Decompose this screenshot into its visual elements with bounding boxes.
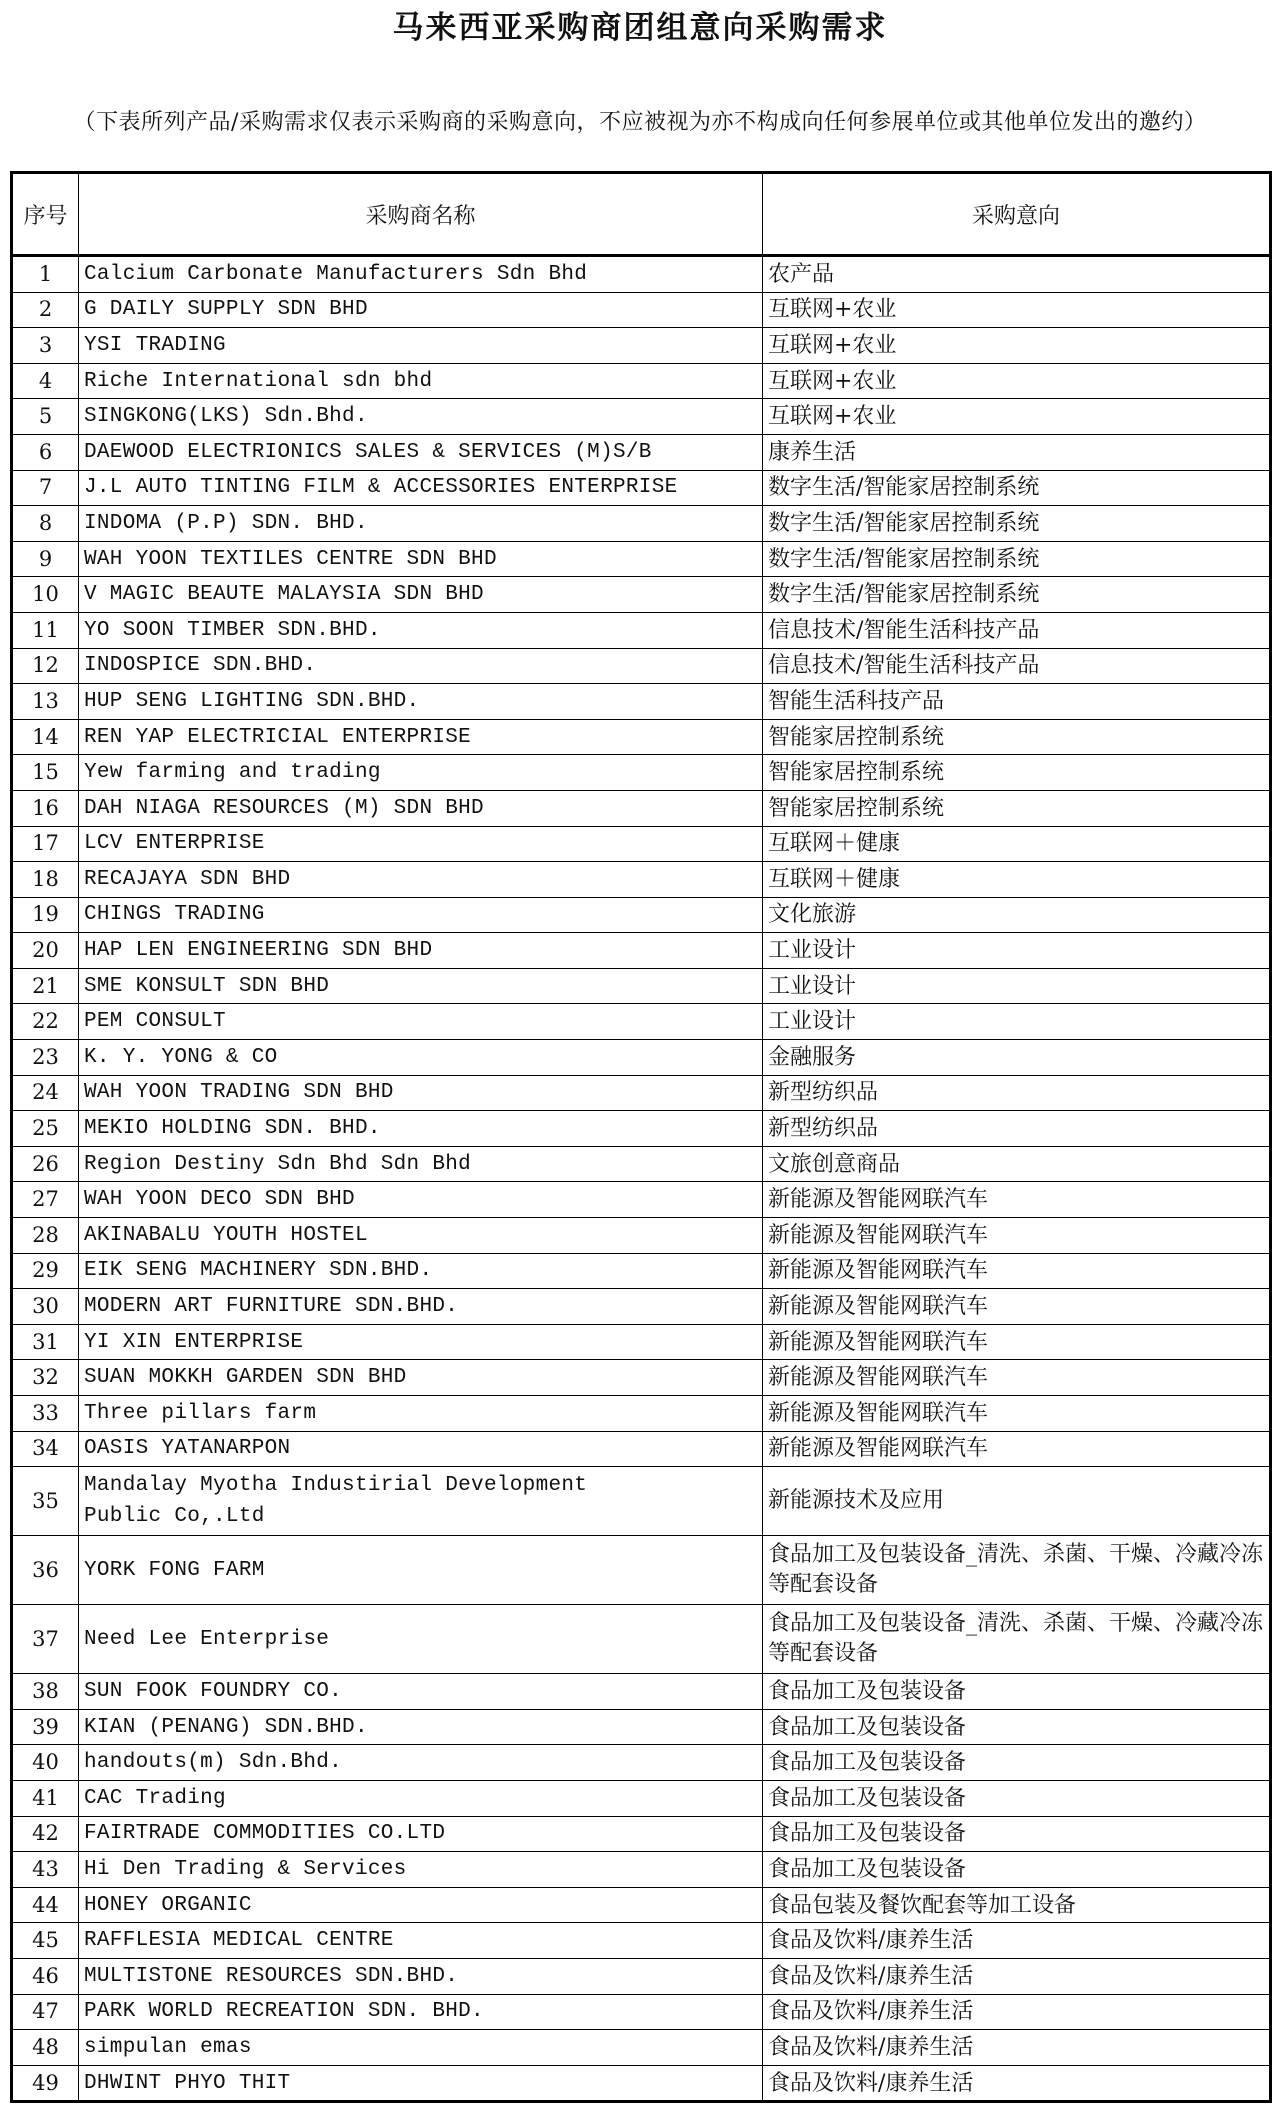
row-index: 19	[12, 897, 79, 933]
row-index: 36	[12, 1536, 79, 1605]
table-body	[12, 256, 1271, 2102]
buyer-name: Hi Den Trading & Services	[79, 1852, 763, 1888]
table-row	[12, 434, 1271, 470]
buyer-name: Three pillars farm	[79, 1396, 763, 1432]
buyer-name: WAH YOON TEXTILES CENTRE SDN BHD	[79, 541, 763, 577]
buyer-name: WAH YOON TRADING SDN BHD	[79, 1075, 763, 1111]
buyer-name: YSI TRADING	[79, 328, 763, 364]
table-row	[12, 1958, 1271, 1994]
table-row	[12, 1887, 1271, 1923]
table-row	[12, 1324, 1271, 1360]
buyer-name: V MAGIC BEAUTE MALAYSIA SDN BHD	[79, 577, 763, 613]
row-index: 45	[12, 1923, 79, 1959]
row-index: 25	[12, 1111, 79, 1147]
buyer-name: J.L AUTO TINTING FILM & ACCESSORIES ENTERPRISE	[79, 470, 763, 506]
purchase-intent: 互联网+农业	[763, 328, 1271, 364]
header-index: 序号	[12, 173, 79, 256]
row-index: 29	[12, 1253, 79, 1289]
buyer-name: SUN FOOK FOUNDRY CO.	[79, 1674, 763, 1710]
table-row	[12, 684, 1271, 720]
table-row	[12, 933, 1271, 969]
table-row	[12, 1605, 1271, 1674]
purchase-intent: 互联网+农业	[763, 292, 1271, 328]
purchase-intent: 食品加工及包装设备	[763, 1709, 1271, 1745]
row-index: 37	[12, 1605, 79, 1674]
table-row	[12, 790, 1271, 826]
buyer-name: G DAILY SUPPLY SDN BHD	[79, 292, 763, 328]
purchase-intent: 食品加工及包装设备_清洗、杀菌、干燥、冷藏冷冻等配套设备	[763, 1605, 1271, 1674]
row-index: 44	[12, 1887, 79, 1923]
purchase-intent: 互联网+农业	[763, 399, 1271, 435]
buyer-name: PARK WORLD RECREATION SDN. BHD.	[79, 1994, 763, 2030]
buyer-name: KIAN (PENANG) SDN.BHD.	[79, 1709, 763, 1745]
table-row	[12, 1923, 1271, 1959]
table-row	[12, 862, 1271, 898]
table-row	[12, 1816, 1271, 1852]
table-row	[12, 2030, 1271, 2066]
buyer-name: LCV ENTERPRISE	[79, 826, 763, 862]
buyer-name: RAFFLESIA MEDICAL CENTRE	[79, 1923, 763, 1959]
table-row	[12, 1852, 1271, 1888]
row-index: 10	[12, 577, 79, 613]
buyer-name: HUP SENG LIGHTING SDN.BHD.	[79, 684, 763, 720]
table-row	[12, 1396, 1271, 1432]
purchase-intent: 食品加工及包装设备	[763, 1852, 1271, 1888]
table-row	[12, 1360, 1271, 1396]
table-row	[12, 826, 1271, 862]
buyer-name: simpulan emas	[79, 2030, 763, 2066]
buyer-name: DAEWOOD ELECTRIONICS SALES & SERVICES (M)S/B	[79, 434, 763, 470]
purchase-intent: 数字生活/智能家居控制系统	[763, 577, 1271, 613]
row-index: 6	[12, 434, 79, 470]
disclaimer-note: （下表所列产品/采购需求仅表示采购商的采购意向，不应被视为亦不构成向任何参展单位或其他单位发出的邀约）	[73, 110, 1207, 135]
row-index: 43	[12, 1852, 79, 1888]
purchase-intent: 工业设计	[763, 1004, 1271, 1040]
purchase-intent: 智能家居控制系统	[763, 755, 1271, 791]
purchase-intent: 新型纺织品	[763, 1075, 1271, 1111]
purchase-intent: 食品加工及包装设备	[763, 1674, 1271, 1710]
purchase-intent: 食品加工及包装设备	[763, 1816, 1271, 1852]
row-index: 32	[12, 1360, 79, 1396]
buyer-name: Need Lee Enterprise	[79, 1605, 763, 1674]
row-index: 15	[12, 755, 79, 791]
table-row	[12, 968, 1271, 1004]
table-row	[12, 1004, 1271, 1040]
purchase-intent: 新能源及智能网联汽车	[763, 1360, 1271, 1396]
purchase-intent: 数字生活/智能家居控制系统	[763, 541, 1271, 577]
table-row	[12, 256, 1271, 293]
buyer-name: HONEY ORGANIC	[79, 1887, 763, 1923]
row-index: 12	[12, 648, 79, 684]
buyer-name: SINGKONG(LKS) Sdn.Bhd.	[79, 399, 763, 435]
buyer-name: RECAJAYA SDN BHD	[79, 862, 763, 898]
purchase-intent: 新型纺织品	[763, 1111, 1271, 1147]
buyer-name: MEKIO HOLDING SDN. BHD.	[79, 1111, 763, 1147]
row-index: 20	[12, 933, 79, 969]
purchase-intent: 康养生活	[763, 434, 1271, 470]
header-purchase-intent: 采购意向	[763, 173, 1271, 256]
purchase-intent: 数字生活/智能家居控制系统	[763, 470, 1271, 506]
row-index: 5	[12, 399, 79, 435]
buyer-name: EIK SENG MACHINERY SDN.BHD.	[79, 1253, 763, 1289]
buyer-name: WAH YOON DECO SDN BHD	[79, 1182, 763, 1218]
row-index: 1	[12, 256, 79, 293]
purchase-intent: 食品加工及包装设备	[763, 1745, 1271, 1781]
buyer-name: SUAN MOKKH GARDEN SDN BHD	[79, 1360, 763, 1396]
table-row	[12, 328, 1271, 364]
page-title: 马来西亚采购商团组意向采购需求	[392, 10, 888, 46]
row-index: 23	[12, 1040, 79, 1076]
row-index: 13	[12, 684, 79, 720]
table-row	[12, 648, 1271, 684]
row-index: 49	[12, 2065, 79, 2102]
row-index: 9	[12, 541, 79, 577]
row-index: 17	[12, 826, 79, 862]
table-row	[12, 1040, 1271, 1076]
buyer-name: MODERN ART FURNITURE SDN.BHD.	[79, 1289, 763, 1325]
buyer-name: Mandalay Myotha Industirial Development Public Co,.Ltd	[79, 1467, 763, 1536]
buyer-name: K. Y. YONG & CO	[79, 1040, 763, 1076]
table-row	[12, 1289, 1271, 1325]
purchase-intent: 互联网＋健康	[763, 862, 1271, 898]
row-index: 42	[12, 1816, 79, 1852]
row-index: 47	[12, 1994, 79, 2030]
purchase-intent: 新能源及智能网联汽车	[763, 1182, 1271, 1218]
row-index: 2	[12, 292, 79, 328]
purchase-intent: 文旅创意商品	[763, 1146, 1271, 1182]
row-index: 4	[12, 363, 79, 399]
purchase-intent: 新能源及智能网联汽车	[763, 1289, 1271, 1325]
header-buyer-name: 采购商名称	[79, 173, 763, 256]
table-row	[12, 1745, 1271, 1781]
table-row	[12, 719, 1271, 755]
table-row	[12, 470, 1271, 506]
row-index: 8	[12, 506, 79, 542]
buyer-name: MULTISTONE RESOURCES SDN.BHD.	[79, 1958, 763, 1994]
purchase-intent: 新能源及智能网联汽车	[763, 1253, 1271, 1289]
row-index: 33	[12, 1396, 79, 1432]
table-row	[12, 1709, 1271, 1745]
buyer-name: INDOSPICE SDN.BHD.	[79, 648, 763, 684]
purchase-intent: 智能家居控制系统	[763, 790, 1271, 826]
purchase-intent: 食品及饮料/康养生活	[763, 2065, 1271, 2102]
purchase-intent: 工业设计	[763, 968, 1271, 1004]
row-index: 48	[12, 2030, 79, 2066]
buyer-name: YI XIN ENTERPRISE	[79, 1324, 763, 1360]
buyer-name: AKINABALU YOUTH HOSTEL	[79, 1218, 763, 1254]
row-index: 40	[12, 1745, 79, 1781]
buyer-name: HAP LEN ENGINEERING SDN BHD	[79, 933, 763, 969]
table-row	[12, 1674, 1271, 1710]
buyer-name: Region Destiny Sdn Bhd Sdn Bhd	[79, 1146, 763, 1182]
buyer-table	[10, 171, 1272, 2103]
row-index: 18	[12, 862, 79, 898]
table-row	[12, 897, 1271, 933]
purchase-intent: 食品及饮料/康养生活	[763, 1958, 1271, 1994]
row-index: 11	[12, 612, 79, 648]
buyer-name: INDOMA (P.P) SDN. BHD.	[79, 506, 763, 542]
purchase-intent: 互联网＋健康	[763, 826, 1271, 862]
row-index: 31	[12, 1324, 79, 1360]
buyer-name: OASIS YATANARPON	[79, 1431, 763, 1467]
table-row	[12, 292, 1271, 328]
table-row	[12, 1182, 1271, 1218]
buyer-name: CHINGS TRADING	[79, 897, 763, 933]
purchase-intent: 食品包装及餐饮配套等加工设备	[763, 1887, 1271, 1923]
purchase-intent: 食品及饮料/康养生活	[763, 1923, 1271, 1959]
table-row	[12, 1075, 1271, 1111]
purchase-intent: 信息技术/智能生活科技产品	[763, 648, 1271, 684]
table-header-row	[12, 173, 1271, 256]
buyer-name: PEM CONSULT	[79, 1004, 763, 1040]
table-row	[12, 2065, 1271, 2102]
buyer-name: CAC Trading	[79, 1780, 763, 1816]
purchase-intent: 新能源及智能网联汽车	[763, 1218, 1271, 1254]
purchase-intent: 新能源技术及应用	[763, 1467, 1271, 1536]
buyer-name: YORK FONG FARM	[79, 1536, 763, 1605]
purchase-intent: 农产品	[763, 256, 1271, 293]
row-index: 28	[12, 1218, 79, 1254]
row-index: 3	[12, 328, 79, 364]
row-index: 30	[12, 1289, 79, 1325]
purchase-intent: 食品加工及包装设备_清洗、杀菌、干燥、冷藏冷冻等配套设备	[763, 1536, 1271, 1605]
buyer-name: handouts(m) Sdn.Bhd.	[79, 1745, 763, 1781]
purchase-intent: 新能源及智能网联汽车	[763, 1324, 1271, 1360]
purchase-intent: 新能源及智能网联汽车	[763, 1431, 1271, 1467]
table-row	[12, 612, 1271, 648]
purchase-intent: 新能源及智能网联汽车	[763, 1396, 1271, 1432]
table-row	[12, 577, 1271, 613]
row-index: 46	[12, 1958, 79, 1994]
table-row	[12, 1994, 1271, 2030]
purchase-intent: 工业设计	[763, 933, 1271, 969]
row-index: 41	[12, 1780, 79, 1816]
buyer-name: SME KONSULT SDN BHD	[79, 968, 763, 1004]
table-row	[12, 541, 1271, 577]
table-row	[12, 755, 1271, 791]
buyer-name: Calcium Carbonate Manufacturers Sdn Bhd	[79, 256, 763, 293]
purchase-intent: 数字生活/智能家居控制系统	[763, 506, 1271, 542]
row-index: 39	[12, 1709, 79, 1745]
purchase-intent: 食品及饮料/康养生活	[763, 2030, 1271, 2066]
purchase-intent: 互联网+农业	[763, 363, 1271, 399]
buyer-name: Yew farming and trading	[79, 755, 763, 791]
row-index: 34	[12, 1431, 79, 1467]
table-row	[12, 1536, 1271, 1605]
buyer-name: DAH NIAGA RESOURCES (M) SDN BHD	[79, 790, 763, 826]
purchase-intent: 食品加工及包装设备	[763, 1780, 1271, 1816]
table-row	[12, 1146, 1271, 1182]
table-row	[12, 1111, 1271, 1147]
table-row	[12, 1431, 1271, 1467]
table-row	[12, 1253, 1271, 1289]
purchase-intent: 金融服务	[763, 1040, 1271, 1076]
table-row	[12, 399, 1271, 435]
row-index: 27	[12, 1182, 79, 1218]
buyer-name: DHWINT PHYO THIT	[79, 2065, 763, 2102]
purchase-intent: 信息技术/智能生活科技产品	[763, 612, 1271, 648]
table-row	[12, 363, 1271, 399]
row-index: 38	[12, 1674, 79, 1710]
purchase-intent: 智能家居控制系统	[763, 719, 1271, 755]
row-index: 35	[12, 1467, 79, 1536]
buyer-table-container	[10, 171, 1269, 2103]
row-index: 16	[12, 790, 79, 826]
row-index: 21	[12, 968, 79, 1004]
row-index: 14	[12, 719, 79, 755]
table-row	[12, 506, 1271, 542]
row-index: 7	[12, 470, 79, 506]
row-index: 24	[12, 1075, 79, 1111]
row-index: 22	[12, 1004, 79, 1040]
purchase-intent: 智能生活科技产品	[763, 684, 1271, 720]
buyer-name: REN YAP ELECTRICIAL ENTERPRISE	[79, 719, 763, 755]
buyer-name: YO SOON TIMBER SDN.BHD.	[79, 612, 763, 648]
table-row	[12, 1218, 1271, 1254]
purchase-intent: 食品及饮料/康养生活	[763, 1994, 1271, 2030]
row-index: 26	[12, 1146, 79, 1182]
buyer-name: FAIRTRADE COMMODITIES CO.LTD	[79, 1816, 763, 1852]
table-row	[12, 1780, 1271, 1816]
buyer-name: Riche International sdn bhd	[79, 363, 763, 399]
table-row	[12, 1467, 1271, 1536]
purchase-intent: 文化旅游	[763, 897, 1271, 933]
